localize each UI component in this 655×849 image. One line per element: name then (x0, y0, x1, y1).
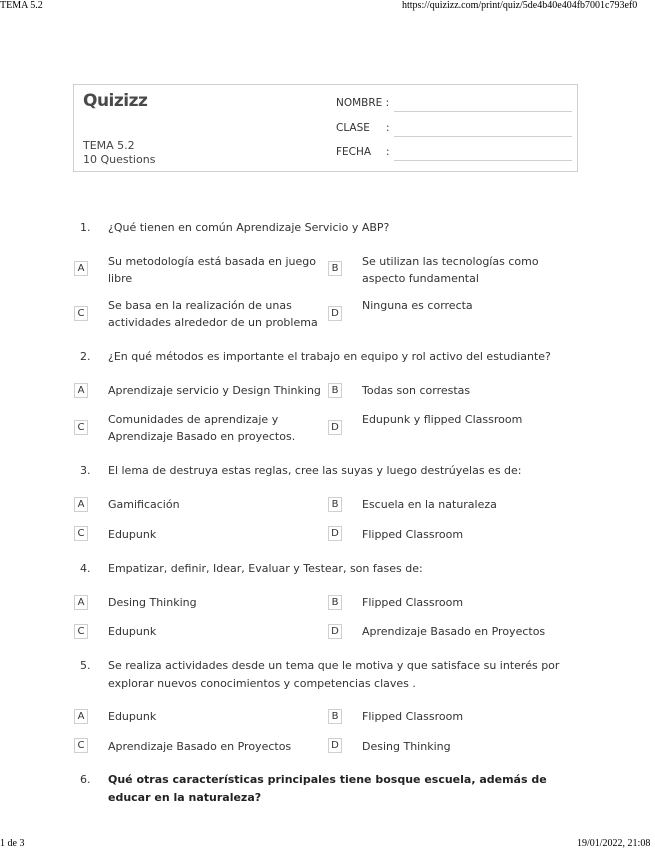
option-letter-box: B (328, 261, 342, 276)
option-letter-box: B (328, 595, 342, 610)
option-letter-box: D (328, 420, 342, 435)
date-field-line[interactable] (394, 160, 572, 161)
question-text: Se realiza actividades desde un tema que le motiva y que satisface su interés por explorar nuevos conocimientos y competencias claves . (108, 659, 560, 690)
quiz-header-box (73, 84, 578, 172)
option-letter-box: C (74, 624, 88, 639)
option-letter-box: A (74, 383, 88, 398)
option-text: Desing Thinking (108, 596, 197, 609)
class-field-colon: : (386, 122, 390, 134)
name-field (336, 97, 572, 113)
option-letter-box: B (328, 497, 342, 512)
option-letter-box: B (328, 709, 342, 724)
question-number: 3. (80, 464, 91, 477)
option-text: Ninguna es correcta (362, 299, 473, 312)
option-letter-box: D (328, 526, 342, 541)
question-text: ¿En qué métodos es importante el trabajo en equipo y rol activo del estudiante? (108, 350, 551, 363)
option-letter-box: A (74, 497, 88, 512)
option-letter-box: C (74, 306, 88, 321)
option-letter-box: B (328, 383, 342, 398)
option-text: Escuela en la naturaleza (362, 498, 497, 511)
date-field-colon: : (386, 146, 390, 158)
question-text: Empatizar, definir, Idear, Evaluar y Testear, son fases de: (108, 562, 423, 575)
option-text: Edupunk y flipped Classroom (362, 413, 523, 426)
option-letter-box: D (328, 306, 342, 321)
option-text: Se utilizan las tecnologías como aspecto fundamental (362, 255, 539, 285)
question-text: Qué otras características principales tiene bosque escuela, además de educar en la naturaleza? (108, 773, 547, 804)
print-header-title: TEMA 5.2 (0, 0, 43, 11)
name-field-line[interactable] (394, 111, 572, 112)
question-count: 10 Questions (83, 153, 156, 166)
quiz-title: TEMA 5.2 (83, 139, 135, 152)
date-field-label: FECHA (336, 146, 372, 158)
option-letter-box: D (328, 738, 342, 753)
name-field-label: NOMBRE : (336, 97, 390, 109)
option-text: Comunidades de aprendizaje y Aprendizaje Basado en proyectos. (108, 413, 296, 443)
print-footer-datetime: 19/01/2022, 21:08 (577, 838, 651, 849)
question-text: ¿Qué tienen en común Aprendizaje Servicio y ABP? (108, 221, 390, 234)
question-number: 1. (80, 221, 91, 234)
question-number: 5. (80, 659, 91, 672)
option-text: Aprendizaje Basado en Proyectos (108, 740, 292, 753)
option-text: Edupunk (108, 528, 157, 541)
option-text: Se basa en la realización de unas actividades alrededor de un problema (108, 299, 318, 329)
print-header-url: https://quizizz.com/print/quiz/5de4b40e404fb7001c793ef0 (402, 0, 638, 11)
option-letter-box: A (74, 261, 88, 276)
option-letter-box: A (74, 595, 88, 610)
class-field (336, 122, 572, 138)
question-number: 6. (80, 773, 91, 786)
option-text: Edupunk (108, 710, 157, 723)
print-footer-page: 1 de 3 (0, 838, 25, 849)
date-field (336, 146, 572, 162)
option-text: Aprendizaje Basado en Proyectos (362, 625, 546, 638)
quizizz-logo: Quizizz (83, 91, 148, 111)
option-letter-box: C (74, 420, 88, 435)
option-text: Flipped Classroom (362, 596, 464, 609)
option-text: Desing Thinking (362, 740, 451, 753)
option-letter-box: C (74, 526, 88, 541)
option-text: Su metodología está basada en juego libre (108, 255, 316, 285)
option-letter-box: C (74, 738, 88, 753)
class-field-line[interactable] (394, 136, 572, 137)
option-letter-box: D (328, 624, 342, 639)
question-text: El lema de destruya estas reglas, cree las suyas y luego destrúyelas es de: (108, 464, 522, 477)
option-text: Gamificación (108, 498, 180, 511)
class-field-label: CLASE (336, 122, 370, 134)
option-text: Edupunk (108, 625, 157, 638)
option-text: Flipped Classroom (362, 528, 464, 541)
option-text: Aprendizaje servicio y Design Thinking (108, 384, 321, 397)
option-text: Flipped Classroom (362, 710, 464, 723)
question-number: 2. (80, 350, 91, 363)
option-letter-box: A (74, 709, 88, 724)
option-text: Todas son correstas (362, 384, 471, 397)
question-number: 4. (80, 562, 91, 575)
